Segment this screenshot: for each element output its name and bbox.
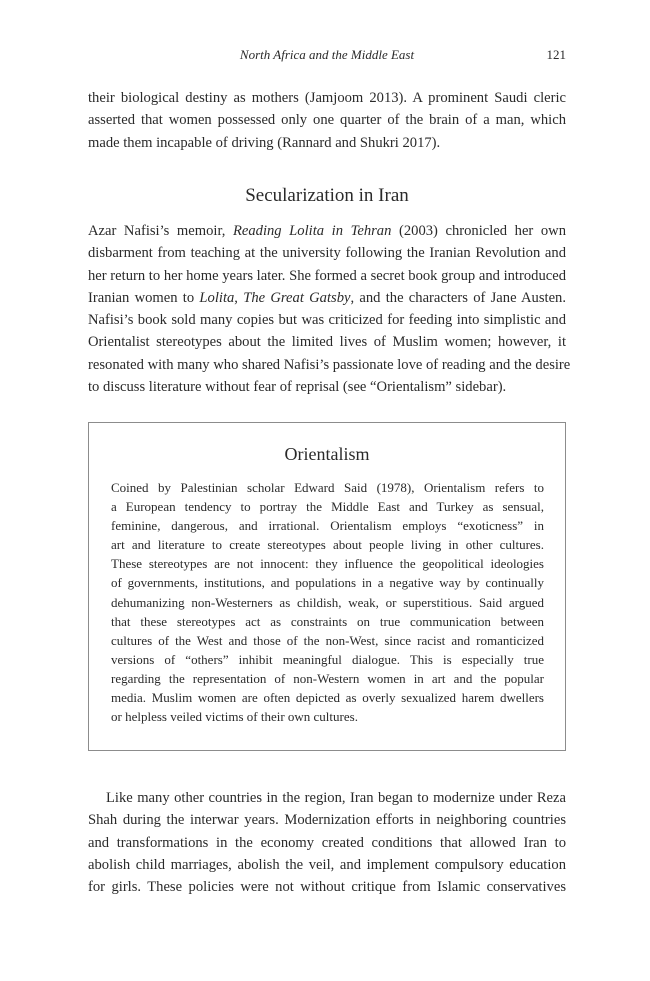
- text-line: her return to her home years later. She formed a secret book group and introduced: [88, 267, 566, 284]
- section-heading: Secularization in Iran: [245, 185, 409, 206]
- text-line: their biological destiny as mothers (Jamjoom 2013). A prominent Saudi cleric: [88, 90, 566, 106]
- sidebar-line: cultures of the West and those of the non-West, since racist and romanticized: [111, 632, 544, 648]
- text-line: Shah during the interwar years. Modernization efforts in neighboring countries: [88, 812, 566, 829]
- text-run: (2003) chronicled her own: [391, 223, 567, 239]
- sidebar-line: feminine, dangerous, and irrational. Orientalism employs “exoticness” in: [111, 518, 544, 534]
- text-line: made them incapable of driving (Rannard and Shukri 2017).: [88, 134, 441, 151]
- sidebar-line: versions of “others” inhibit meaningful dialogue. This is especially true: [111, 651, 544, 667]
- sidebar-line: or helpless veiled victims of their own cultures.: [111, 709, 358, 725]
- sidebar-title: Orientalism: [284, 444, 370, 464]
- text-run: ,: [234, 289, 244, 306]
- orientalism-sidebar: [88, 422, 566, 751]
- sidebar-line: that these stereotypes act as constraints on true communication between: [111, 613, 544, 629]
- book-title-great-gatsby: The Great Gatsby: [243, 289, 351, 306]
- sidebar-body: [111, 478, 544, 726]
- sidebar-line: Coined by Palestinian scholar Edward Said (1978), Orientalism refers to: [111, 480, 544, 495]
- text-line: abolish child marriages, abolish the veil, and implement compulsory education: [88, 856, 566, 873]
- sidebar-line: art and literature to create stereotypes about people living in other cultures.: [111, 537, 544, 553]
- sidebar-line: dehumanizing non-Westerners as childish, weak, or superstitious. Said argued: [111, 594, 544, 610]
- text-run: , and the characters of Jane Austen.: [350, 289, 566, 306]
- running-head: [88, 46, 566, 64]
- sidebar-line: of governments, institutions, and populations in a negative way by continually: [111, 575, 544, 591]
- sidebar-line: a European tendency to portray the Middle East and Turkey as sensual,: [111, 499, 544, 515]
- body-paragraph-3: [88, 787, 566, 898]
- sidebar-line: regarding the representation of non-Western women in art and the popular: [111, 670, 544, 686]
- text-line: Like many other countries in the region, Iran began to modernize under Reza: [106, 790, 566, 806]
- text-line: disbarment from teaching at the university following the Iranian Revolution and: [88, 245, 566, 262]
- sidebar-line: media. Muslim women are often depicted as overly sexualized harem dwellers: [111, 690, 544, 706]
- text-line: for girls. These policies were not without critique from Islamic conservatives: [88, 879, 566, 896]
- book-title-lolita: Lolita: [199, 289, 235, 306]
- text-line: [88, 220, 566, 242]
- page-number: 121: [546, 47, 566, 62]
- text-line: and transformations in the economy created conditions that allowed Iran to: [88, 834, 566, 851]
- text-line: Nafisi’s book sold many copies but was criticized for feeding into simplistic and: [88, 312, 566, 329]
- running-title: North Africa and the Middle East: [239, 47, 415, 62]
- sidebar-line: These stereotypes are not innocent: they influence the geopolitical ideologies: [111, 556, 544, 572]
- text-run: Azar Nafisi’s memoir,: [88, 223, 233, 239]
- body-paragraph-2: [88, 220, 571, 398]
- text-line: asserted that women possessed only one quarter of the brain of a man, which: [88, 112, 566, 129]
- body-paragraph-1: [88, 87, 566, 154]
- text-line: resonated with many who shared Nafisi’s passionate love of reading and the desire: [88, 356, 571, 373]
- text-line: to discuss literature without fear of reprisal (see “Orientalism” sidebar).: [88, 379, 507, 396]
- text-run: Iranian women to: [88, 289, 200, 306]
- text-line: Orientalist stereotypes about the limited lives of Muslim women; however, it: [88, 334, 566, 351]
- book-title-reading-lolita: Reading Lolita in Tehran: [232, 223, 392, 239]
- text-line: [88, 287, 566, 309]
